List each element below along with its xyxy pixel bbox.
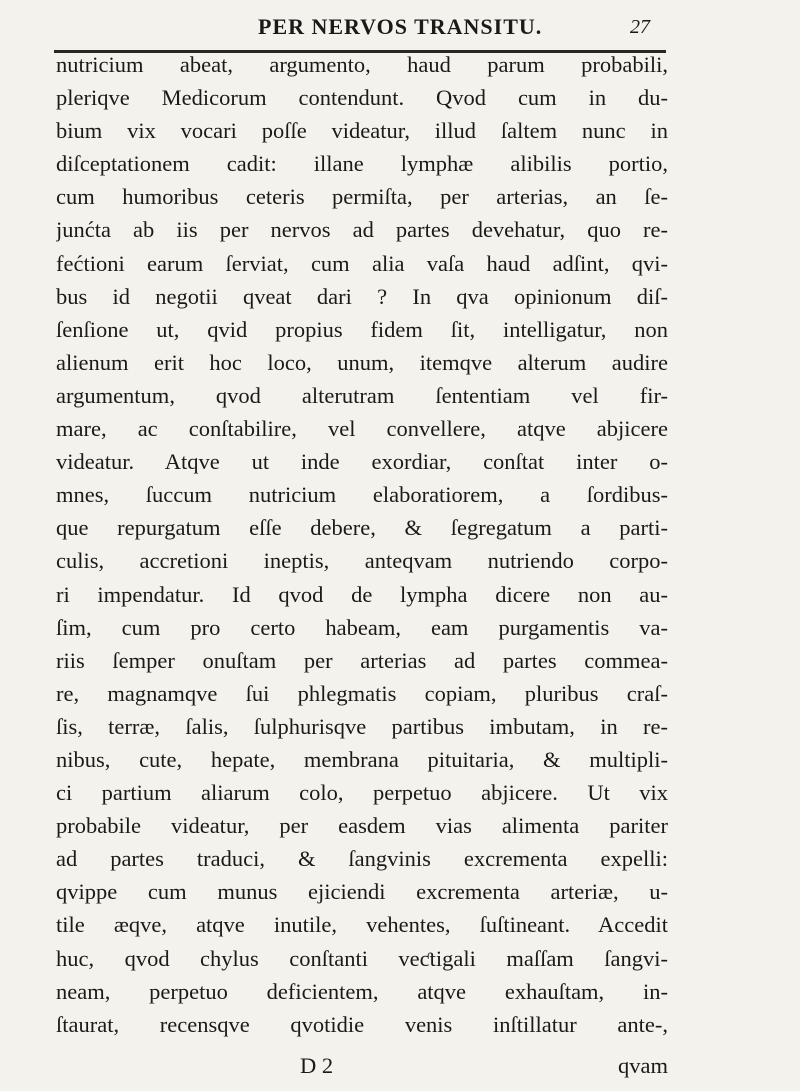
text-line: qvippe cum munus ejiciendi excrementa arteriæ, u-: [56, 879, 668, 905]
text-line: tile æqve, atqve inutile, vehentes, ſuſtineant. Accedit: [56, 912, 668, 938]
text-line: ci partium aliarum colo, perpetuo abjicere. Ut vix: [56, 780, 668, 806]
text-line: bus id negotii qveat dari ? In qva opinionum diſ-: [56, 283, 668, 309]
body-text: [56, 48, 668, 1041]
text-line: mare, ac conſtabilire, vel convellere, atqve abjicere: [56, 416, 668, 442]
text-line: diſceptationem cadit: illane lymphæ alibilis portio,: [56, 151, 668, 177]
page-footer: [56, 1049, 668, 1083]
text-line: mnes, ſuccum nutricium elaboratiorem, a ſordibus-: [56, 482, 668, 508]
text-line: nibus, cute, hepate, membrana pituitaria, & multipli-: [56, 746, 668, 772]
text-line: huc, qvod chylus conſtanti veƈtigali maſſam ſangvi-: [56, 945, 668, 971]
text-line: fećtioni earum ſerviat, cum alia vaſa haud adſint, qvi-: [56, 250, 668, 276]
text-line: re, magnamqve ſui phlegmatis copiam, pluribus craſ-: [56, 680, 668, 706]
text-line: culis, accretioni ineptis, anteqvam nutriendo corpo-: [56, 548, 668, 574]
text-line: videatur. Atqve ut inde exordiar, conſtat inter o-: [56, 449, 668, 475]
signature-mark: D 2: [300, 1053, 334, 1078]
text-line: cum humoribus ceteris permiſta, per arterias, an ſe-: [56, 184, 668, 210]
text-line: que repurgatum eſſe debere, & ſegregatum a parti-: [56, 515, 668, 541]
page-number: 27: [630, 16, 650, 38]
text-line: argumentum, qvod alterutram ſententiam vel fir-: [56, 382, 668, 408]
text-line: neam, perpetuo deficientem, atqve exhauſtam, in-: [56, 978, 668, 1004]
text-line: ſis, terræ, ſalis, ſulphurisqve partibus imbutam, in re-: [56, 713, 668, 739]
text-line: junćta ab iis per nervos ad partes devehatur, quo re-: [56, 217, 668, 243]
text-line: ri impendatur. Id qvod de lympha dicere non au-: [56, 581, 668, 607]
text-line: nutricium abeat, argumento, haud parum probabili,: [56, 52, 668, 77]
running-head: [0, 10, 800, 50]
catchword: qvam: [618, 1053, 668, 1078]
running-title: PER NERVOS TRANSITU.: [258, 14, 543, 39]
text-line: alienum erit hoc loco, unum, itemqve alterum audire: [56, 349, 668, 375]
text-line: ſenſione ut, qvid propius fidem ſit, intelligatur, non: [56, 316, 668, 342]
text-line: bium vix vocari poſſe videatur, illud ſaltem nunc in: [56, 118, 668, 144]
text-line: ſtaurat, recensqve qvotidie venis inſtillatur ante-,: [56, 1011, 668, 1037]
text-line: ad partes traduci, & ſangvinis excrementa expelli:: [56, 846, 668, 872]
text-line: ſim, cum pro certo habeam, eam purgamentis va-: [56, 614, 668, 640]
text-line: probabile videatur, per easdem vias alimenta pariter: [56, 813, 668, 839]
text-line: riis ſemper onuſtam per arterias ad partes commea-: [56, 647, 668, 673]
text-line: pleriqve Medicorum contendunt. Qvod cum in du-: [56, 85, 668, 111]
